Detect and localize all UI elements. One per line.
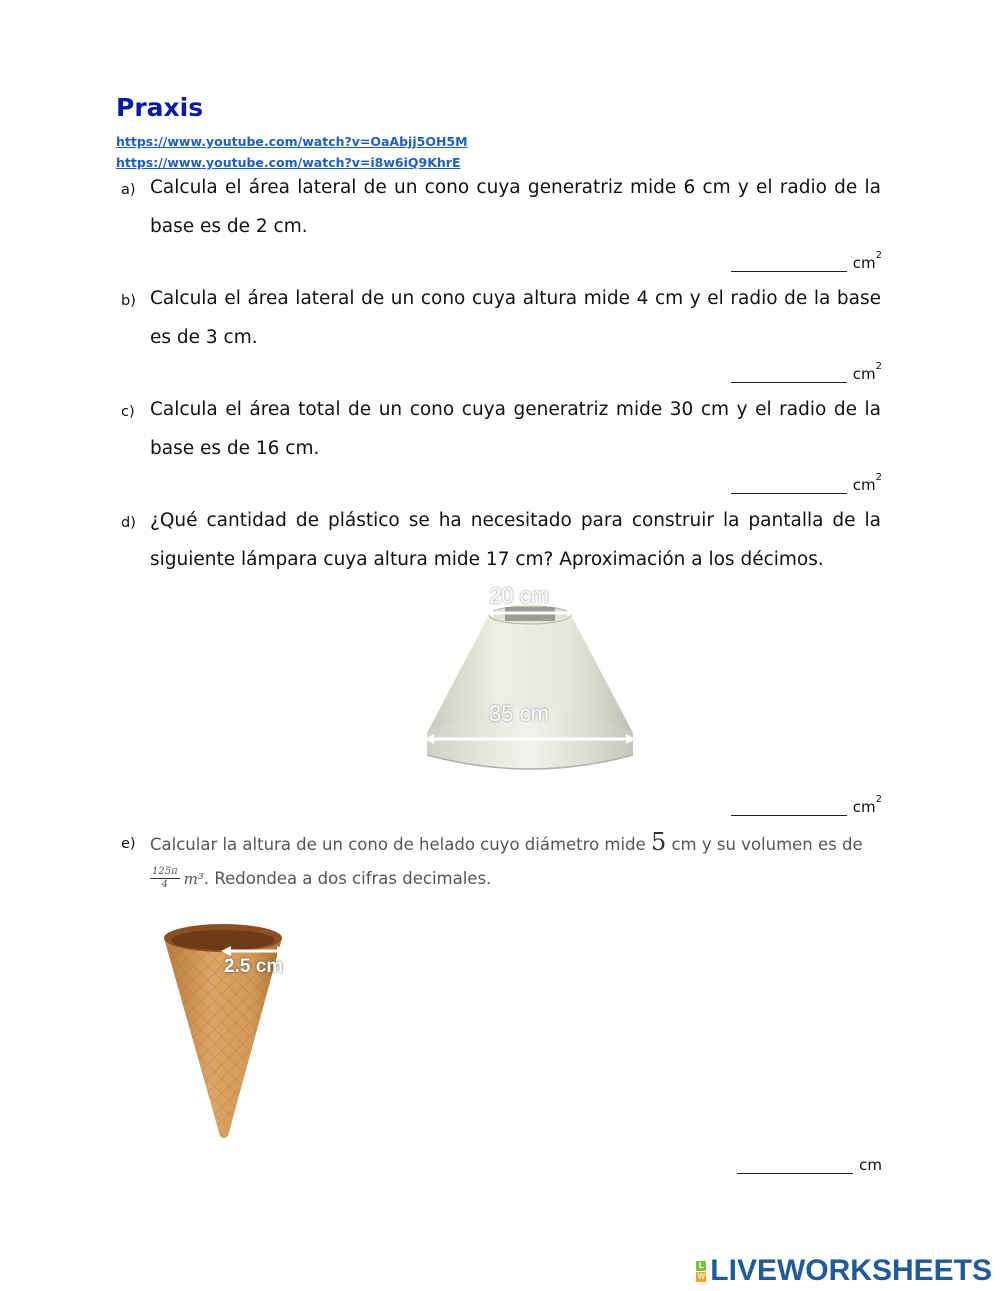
ice-cream-cone-image — [158, 916, 298, 1141]
question-a-text: Calcula el área lateral de un cono cuya generatriz mide 6 cm y el radio de la base es de 2 cm. — [150, 177, 881, 237]
answer-c-unit: $cm^2$ — [852, 472, 882, 494]
question-e-text-after: cm y su volumen es de — [671, 835, 863, 854]
answer-c-blank[interactable] — [731, 479, 847, 494]
question-e-text-end: . Redondea a dos cifras decimales. — [203, 869, 492, 888]
answer-d-blank[interactable] — [731, 801, 847, 816]
video-link-1[interactable]: https://www.youtube.com/watch?v=OaAbjj5OH5M — [116, 134, 468, 149]
answer-d[interactable] — [731, 794, 882, 816]
question-b-text: Calcula el área lateral de un cono cuya altura mide 4 cm y el radio de la base es de 3 cm. — [150, 288, 881, 348]
lamp-shade-image — [415, 583, 645, 788]
question-e-label: e) — [121, 836, 136, 852]
volume-unit: m³ — [183, 869, 204, 888]
question-b-label: b) — [121, 293, 136, 309]
question-d-text: ¿Qué cantidad de plástico se ha necesitado para construir la pantalla de la siguiente lámpara cuya altura mide 17 cm? Aproximación a los décimos. — [150, 510, 881, 570]
volume-fraction — [150, 866, 180, 891]
logo-text: LIVEWORKSHEETS — [710, 1254, 992, 1287]
answer-b-blank[interactable] — [731, 368, 847, 383]
answer-c[interactable] — [731, 472, 882, 494]
answer-a[interactable] — [731, 250, 882, 272]
answer-b-unit: $cm^2$ — [852, 361, 882, 383]
question-e-diameter-value: 5 — [650, 828, 667, 856]
lamp-bottom-diameter-label: 35 cm — [489, 701, 549, 726]
question-a-label: a) — [121, 182, 136, 198]
fraction-numerator: 125π — [152, 866, 178, 877]
question-e-text-before: Calcular la altura de un cono de helado cuyo diámetro mide — [150, 835, 646, 854]
answer-e-blank[interactable] — [737, 1159, 853, 1174]
question-c-label: c) — [121, 404, 135, 420]
answer-e[interactable] — [737, 1156, 882, 1174]
answer-a-unit: $cm^2$ — [852, 250, 882, 272]
question-e-volume — [150, 866, 491, 891]
video-link-2[interactable]: https://www.youtube.com/watch?v=i8w6iQ9KhrE — [116, 155, 461, 170]
lamp-top-diameter-label: 20 cm — [489, 583, 549, 608]
cone-radius-label: 2.5 cm — [224, 956, 284, 977]
answer-a-blank[interactable] — [731, 257, 847, 272]
question-d-label: d) — [121, 515, 136, 531]
answer-d-unit: $cm^2$ — [852, 794, 882, 816]
fraction-denominator: 4 — [161, 879, 169, 890]
answer-b[interactable] — [731, 361, 882, 383]
logo-mark-icon: L W — [697, 1260, 706, 1281]
page-title: Praxis — [116, 93, 204, 122]
question-c-text: Calcula el área total de un cono cuya generatriz mide 30 cm y el radio de la base es de 16 cm. — [150, 399, 881, 459]
answer-e-unit: cm — [859, 1156, 882, 1174]
question-e-text — [150, 822, 881, 865]
liveworksheets-logo — [696, 1254, 992, 1288]
